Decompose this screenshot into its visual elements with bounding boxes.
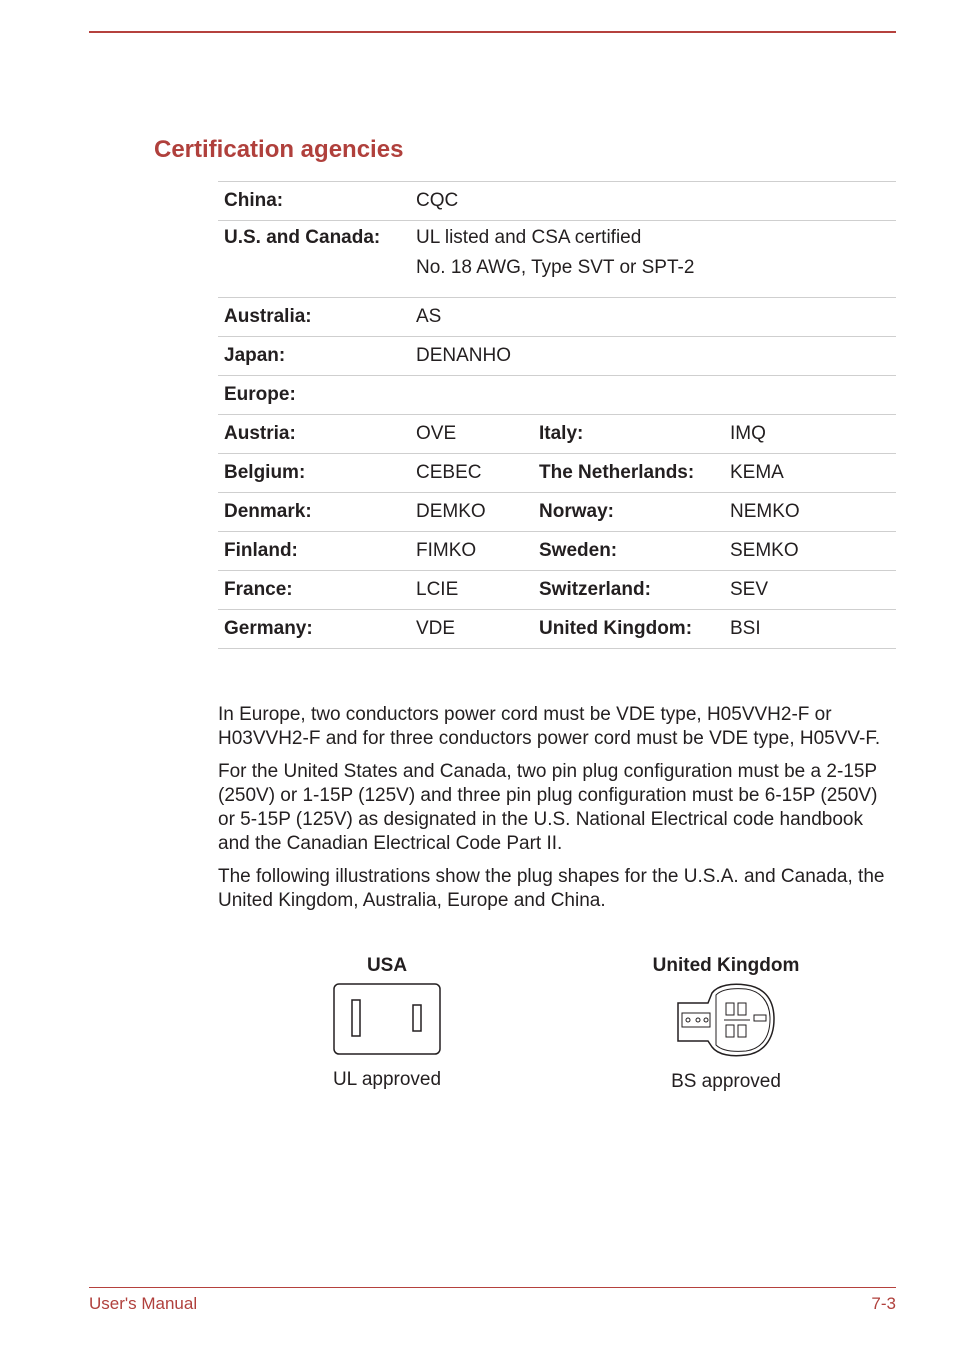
body-text <box>218 703 898 922</box>
agency-value <box>410 221 896 298</box>
plug-caption: UL approved <box>332 1069 442 1090</box>
country-label: Belgium: <box>218 454 410 493</box>
certification-table <box>218 181 896 649</box>
country-label: Australia: <box>218 298 410 337</box>
footer-rule <box>89 1287 896 1288</box>
agency-value: NEMKO <box>724 493 896 532</box>
paragraph: The following illustrations show the plug shapes for the U.S.A. and Canada, the United Kingdom, Australia, Europe and China. <box>218 866 885 911</box>
country-label: Switzerland: <box>533 571 724 610</box>
table-row <box>218 182 896 221</box>
agency-value: SEV <box>724 571 896 610</box>
plug-caption: BS approved <box>671 1071 781 1092</box>
header-rule <box>89 31 896 33</box>
footer-manual-title: User's Manual <box>89 1294 198 1313</box>
agency-value <box>410 376 896 415</box>
agency-value: OVE <box>410 415 533 454</box>
table-row <box>218 298 896 337</box>
agency-value: KEMA <box>724 454 896 493</box>
uk-plug-icon <box>674 983 778 1057</box>
agency-value: DENANHO <box>410 337 896 376</box>
country-label: U.S. and Canada: <box>218 221 410 298</box>
agency-value: VDE <box>410 610 533 649</box>
plug-title: United Kingdom <box>652 955 800 976</box>
page-number: 7-3 <box>871 1294 896 1313</box>
agency-value: FIMKO <box>410 532 533 571</box>
table-row <box>218 376 896 415</box>
plug-title: USA <box>366 955 408 976</box>
table-row <box>218 532 896 571</box>
agency-value-line2: No. 18 AWG, Type SVT or SPT-2 <box>416 257 695 278</box>
country-label: Germany: <box>218 610 410 649</box>
table-row <box>218 415 896 454</box>
agency-value: DEMKO <box>410 493 533 532</box>
country-label: The Netherlands: <box>533 454 724 493</box>
table-row <box>218 337 896 376</box>
agency-value: CEBEC <box>410 454 533 493</box>
usa-plug-icon <box>333 983 441 1055</box>
country-label: France: <box>218 571 410 610</box>
country-label: Japan: <box>218 337 410 376</box>
agency-value: AS <box>410 298 896 337</box>
country-label: China: <box>218 182 410 221</box>
paragraph: For the United States and Canada, two pin plug configuration must be a 2-15P (250V) or 1-15P (125V) and three pin plug configuration must be 6-15P (250V) or 5-15P (125V) as designated in the U.S. National Electrical code handbook and the Canadian Electrical Code Part II. <box>218 761 878 854</box>
agency-value: CQC <box>410 182 896 221</box>
table-row <box>218 610 896 649</box>
country-label: Italy: <box>533 415 724 454</box>
country-label: Europe: <box>218 376 410 415</box>
agency-value: SEMKO <box>724 532 896 571</box>
uk-plug-figure <box>626 955 826 1093</box>
table-row <box>218 221 896 298</box>
paragraph: In Europe, two conductors power cord must be VDE type, H05VVH2-F or H03VVH2-F and for three conductors power cord must be VDE type, H05VV-F. <box>218 704 881 749</box>
table-row <box>218 493 896 532</box>
country-label: Austria: <box>218 415 410 454</box>
agency-value: IMQ <box>724 415 896 454</box>
table-row <box>218 454 896 493</box>
country-label: Finland: <box>218 532 410 571</box>
agency-value: LCIE <box>410 571 533 610</box>
agency-value: BSI <box>724 610 896 649</box>
country-label: Sweden: <box>533 532 724 571</box>
section-heading: Certification agencies <box>154 136 404 163</box>
country-label: United Kingdom: <box>533 610 724 649</box>
country-label: Norway: <box>533 493 724 532</box>
table-row <box>218 571 896 610</box>
usa-plug-figure <box>287 955 487 1091</box>
agency-value-line1: UL listed and CSA certified <box>416 227 642 248</box>
country-label: Denmark: <box>218 493 410 532</box>
